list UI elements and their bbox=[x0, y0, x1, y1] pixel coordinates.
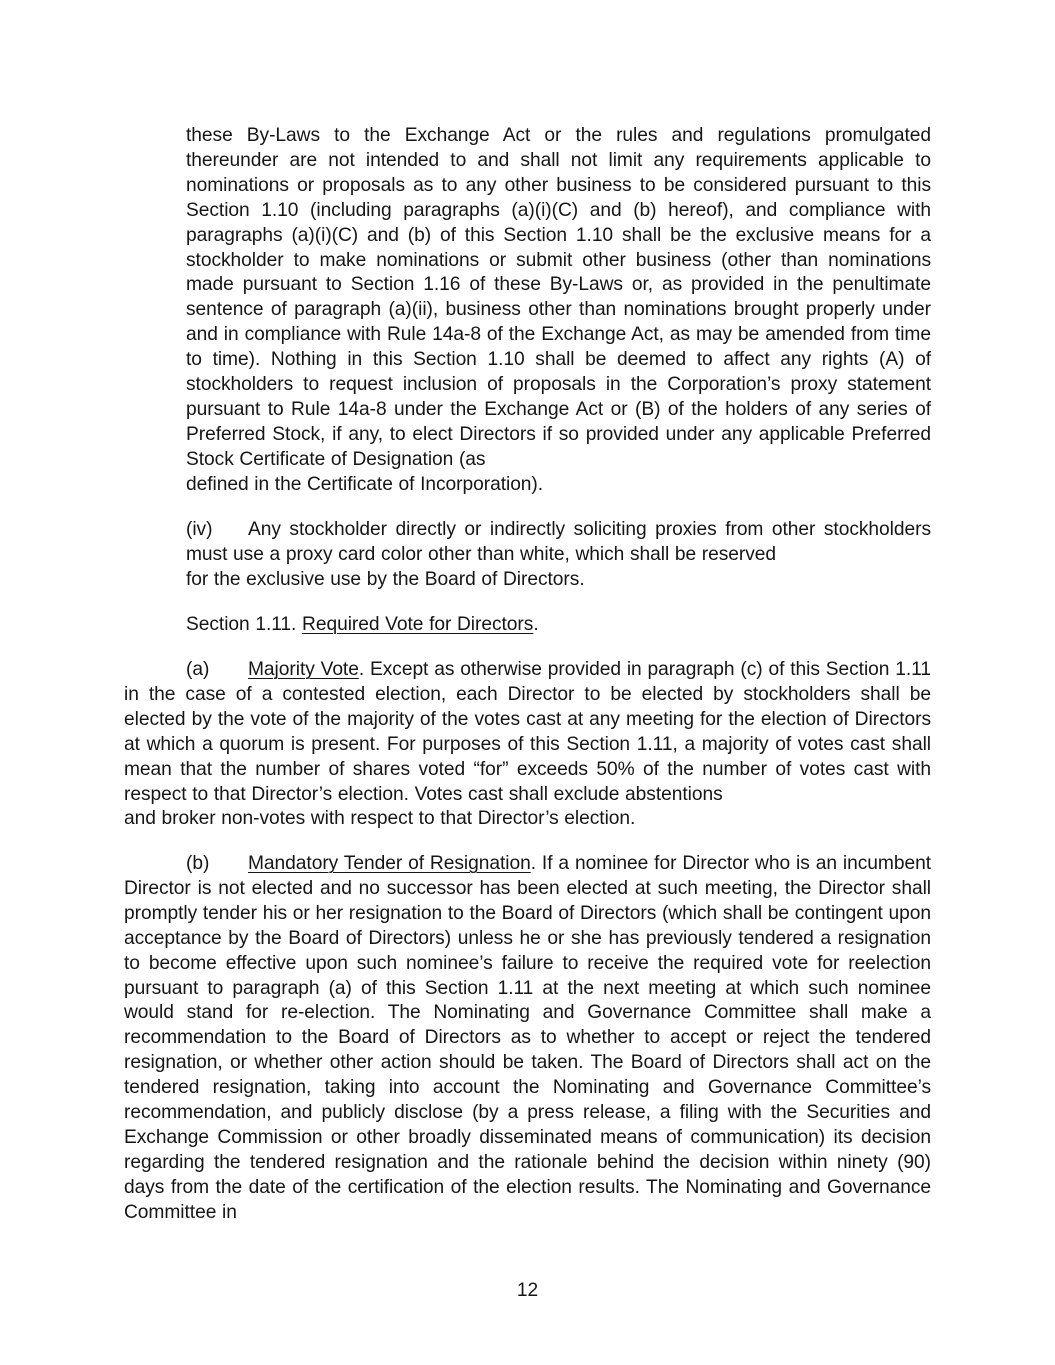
paragraph-text: these By-Laws to the Exchange Act or the rules and regulations promulgated thereunder are not intended to and shall not limit any requirements applicable to nominations or proposals as to any other business to be considered pursuant to this Section 1.10 (including paragraphs (a)(i)(C) and (b) hereof), and compliance with paragraphs (a)(i)(C) and (b) of this Section 1.10 shall be the exclusive means for a stockholder to make nominations or submit other business (other than nominations made pursuant to Section 1.16 of these By-Laws or, as provided in the penultimate sentence of paragraph (a)(ii), business other than nominations brought properly under and in compliance with Rule 14a-8 of the Exchange Act, as may be amended from time to time). Nothing in this Section 1.10 shall be deemed to affect any rights (A) of stockholders to request inclusion of proposals in the Corporation’s proxy statement pursuant to Rule 14a-8 under the Exchange Act or (B) of the holders of any series of Preferred Stock, if any, to elect Directors if so provided under any applicable Preferred Stock Certificate of Designation (as bbox=[186, 125, 931, 470]
paragraph-text: Any stockholder directly or indirectly soliciting proxies from other stockholders must use a proxy card color other than white, which shall be reserved bbox=[186, 519, 931, 565]
paragraph-iv-proxy-card bbox=[186, 518, 931, 593]
section-suffix: . bbox=[533, 614, 539, 635]
paragraph-last-line: and broker non-votes with respect to that Director’s election. bbox=[124, 808, 636, 830]
page-number: 12 bbox=[516, 1280, 539, 1301]
paragraph-heading: Mandatory Tender of Resignation bbox=[248, 853, 531, 874]
paragraph-a-majority-vote bbox=[124, 658, 931, 832]
paragraph-text: . If a nominee for Director who is an incumbent Director is not elected and no successor has been elected at such meeting, the Director shall promptly tender his or her resignation to the Board of Directors (which shall be contingent upon acceptance by the Board of Directors) unless he or she has previously tendered a resignation to become effective upon such nominee’s failure to receive the required vote for reelection pursuant to paragraph (a) of this Section 1.11 at the next meeting at which such nominee would stand for re-election. The Nominating and Governance Committee shall make a recommendation to the Board of Directors as to whether to accept or reject the tendered resignation, or whether other action should be taken. The Board of Directors shall act on the tendered resignation, taking into account the Nominating and Governance Committee’s recommendation, and publicly disclose (by a press release, a filing with the Securities and Exchange Commission or other broadly disseminated means of communication) its decision regarding the tendered resignation and the rationale behind the decision within ninety (90) days from the date of the certification of the election results. The Nominating and Governance Committee in bbox=[124, 853, 931, 1223]
paragraph-exchange-act-continuation bbox=[186, 124, 931, 498]
paragraph-b-mandatory-tender bbox=[124, 852, 931, 1226]
paragraph-heading: Majority Vote bbox=[248, 659, 359, 680]
paragraph-label: (b) bbox=[186, 853, 210, 874]
paragraph-last-line: for the exclusive use by the Board of Directors. bbox=[186, 568, 585, 590]
section-1-11-heading bbox=[186, 613, 931, 638]
paragraph-text: . Except as otherwise provided in paragraph (c) of this Section 1.11 in the case of a contested election, each Director to be elected by stockholders shall be elected by the vote of the majority of the votes cast at any meeting for the election of Directors at which a quorum is present. For purposes of this Section 1.11, a majority of votes cast shall mean that the number of shares voted “for” exceeds 50% of the number of votes cast with respect to that Director’s election. Votes cast shall exclude abstentions bbox=[124, 659, 931, 805]
paragraph-last-line: defined in the Certificate of Incorporation). bbox=[186, 473, 544, 495]
paragraph-label: (iv) bbox=[186, 519, 213, 540]
section-title: Required Vote for Directors bbox=[302, 614, 534, 635]
section-number: Section 1.11. bbox=[186, 614, 297, 635]
paragraph-label: (a) bbox=[186, 659, 210, 680]
